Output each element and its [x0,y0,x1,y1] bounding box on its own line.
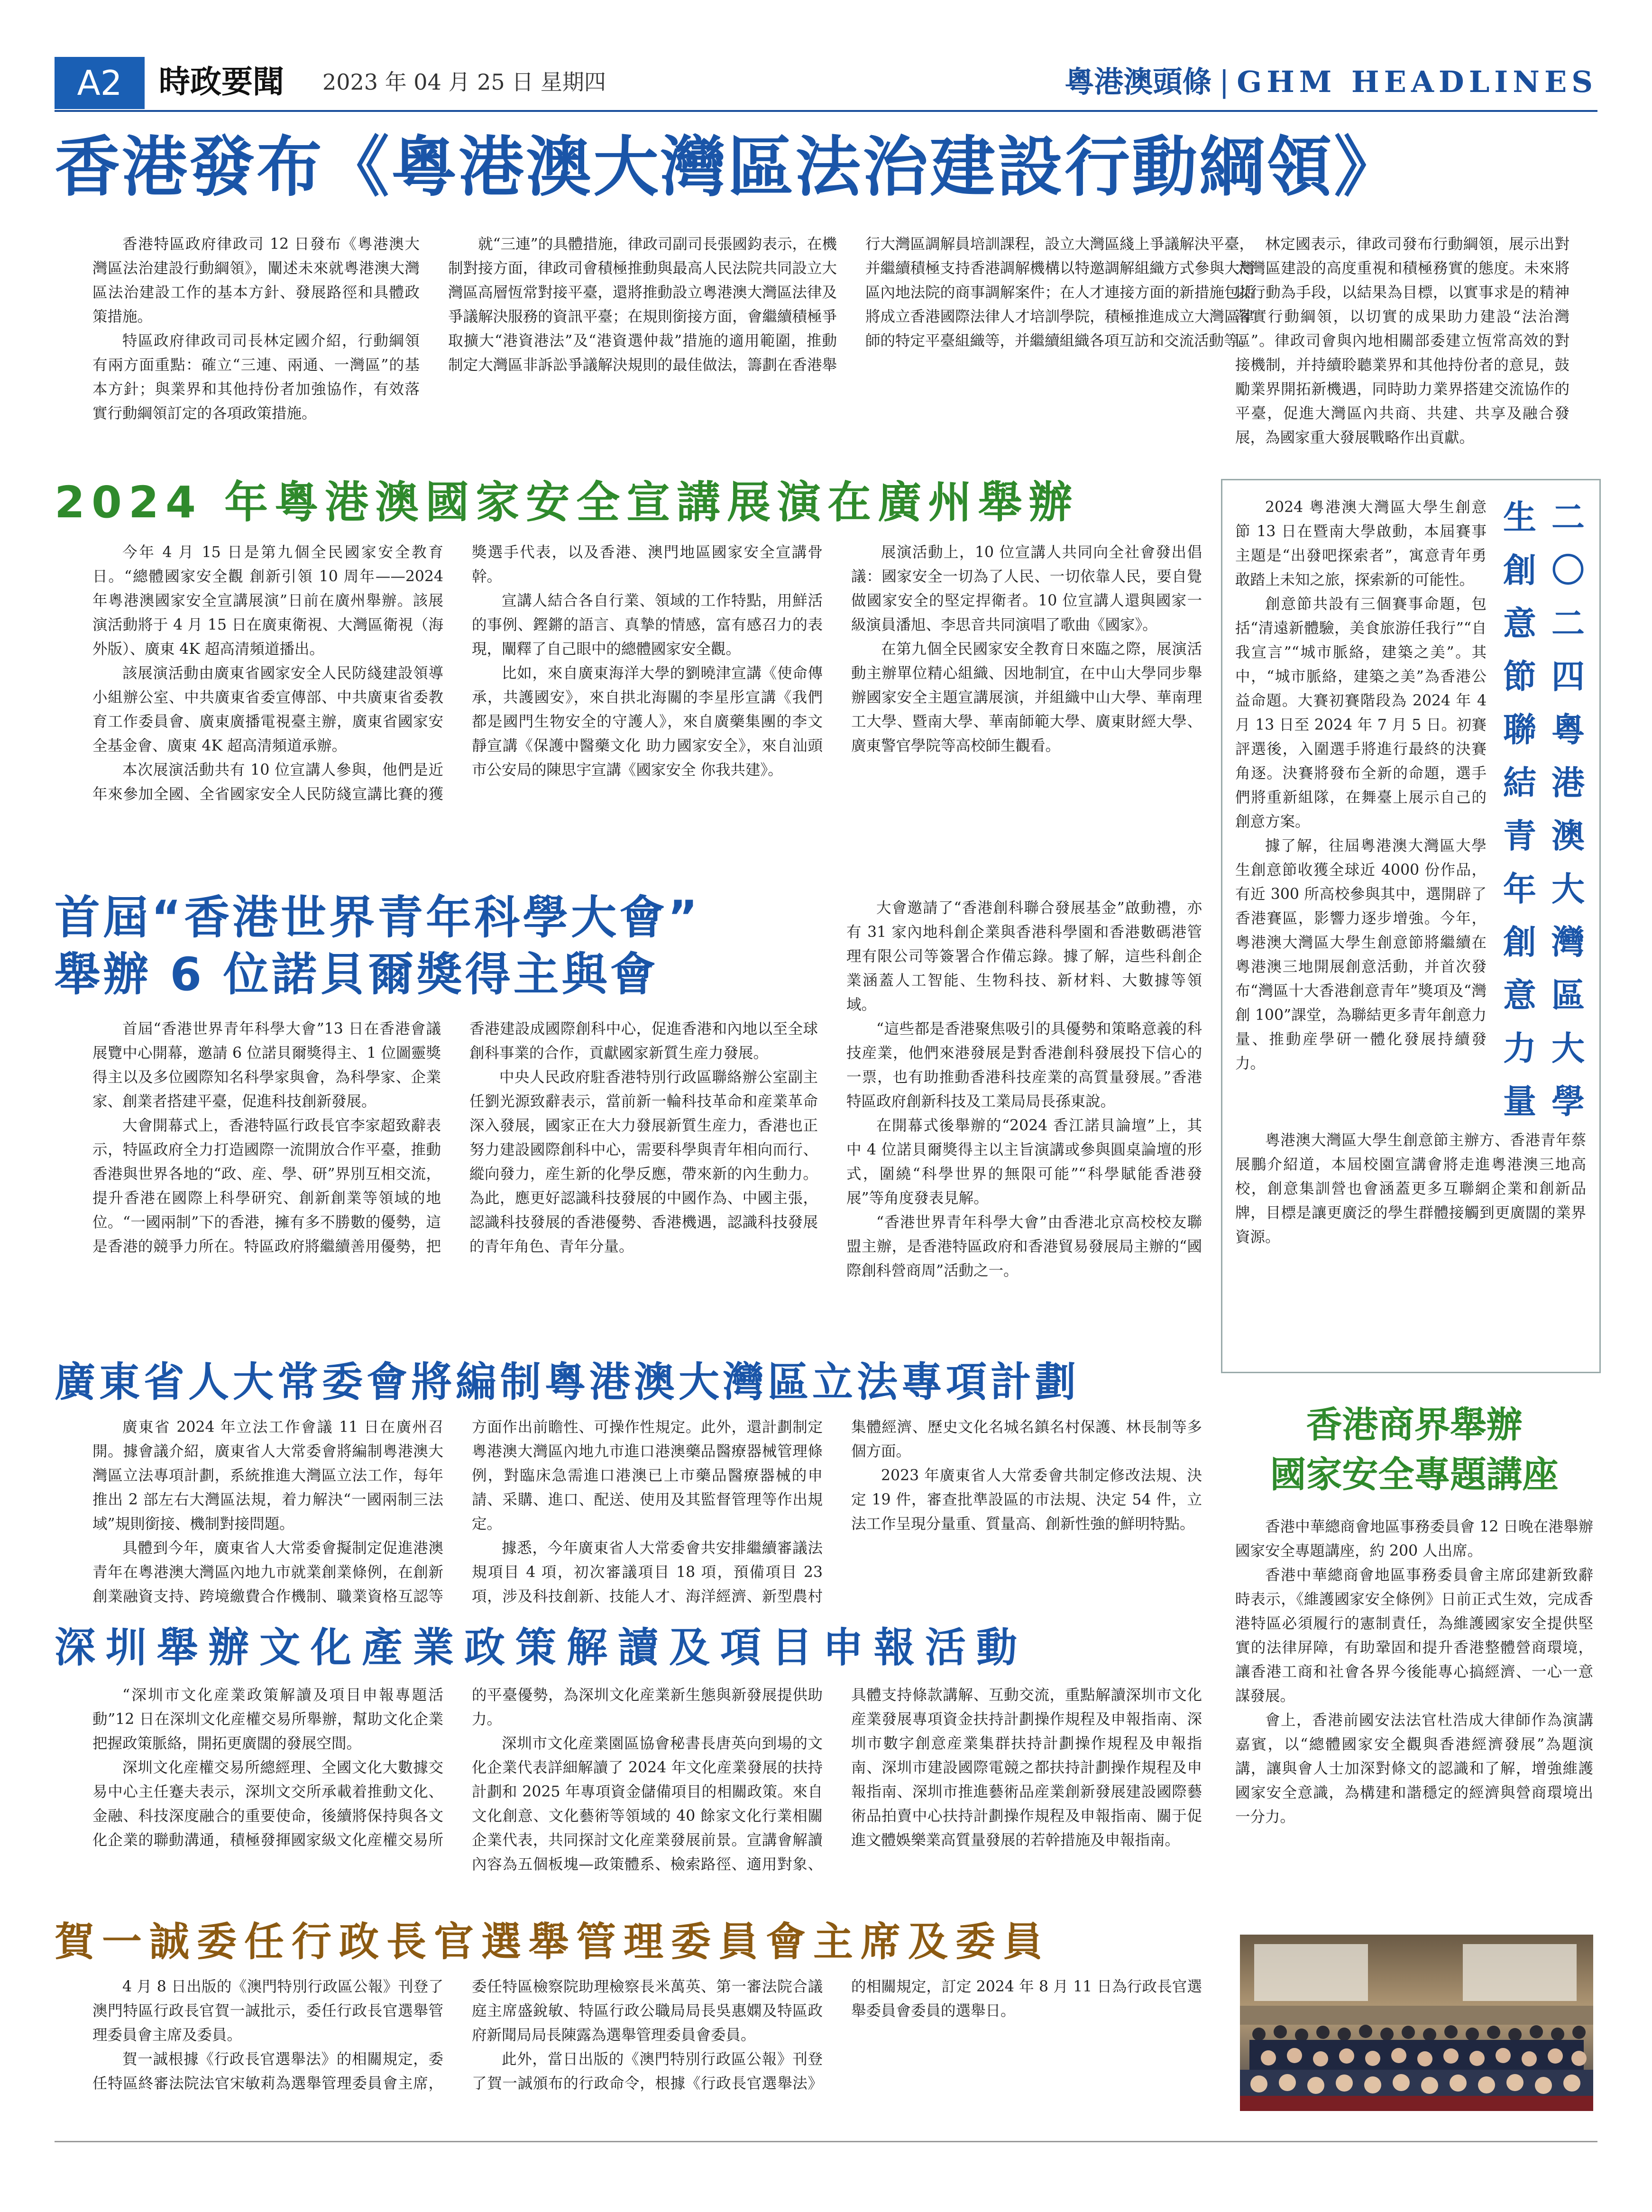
article1-para4: 林定國表示，律政司發布行動綱領，展示出對大灣區建設的高度重視和積極務實的態度。未來將以行動為手段，以結果為目標，以實事求是的精神落實行動綱領，以切實的成果助力建設“法治灣區”。律政司會與內地相關部委建立恆常高效的對接機制，并持續聆聽業界和其他持份者的意見，鼓勵業界開拓新機遇，同時助力業界搭建交流協作的平臺，促進大灣區內共商、共建、共享及融合發展，為國家重大發展戰略作出貢獻。 [1235,236,1569,446]
article2-body [92,541,1202,884]
sidebar1-para2: 創意節共設有三個賽事命題，包括“清遠新體驗，美食旅游任我行”“自我宣言”“城市脈絡，建築之美”。其中，“城市脈絡，建築之美”為香港公益命題。大賽初賽階段為 2024 年 4 月 13 日至 2024 年 7 月 5 日。初賽評選後，入圍選手將進行最終的決賽角逐。決賽將發布全新的命題，選手們將重新組隊，在舞臺上展示自己的創意方案。 [1235,596,1487,830]
article4-body [92,1415,1202,1615]
event-photo [1240,1935,1593,2111]
article4-para4: 2023 年廣東省人大常委會共制定修改法規、決定 19 件，審查批準設區的市法規、決定 54 件，立法工作呈現分量重、質量高、創新性強的鮮明特點。 [851,1467,1202,1533]
article2-para3: 本次展演活動共有 10 位宣講人參與，他們是近年來參加全國、全省國家安全人民防綫宣講比賽的獲獎選手代表，以及香港、澳門地區國家安全宣講骨幹。 [92,544,823,803]
brand-cn: 粵港澳頭條 [1065,64,1212,99]
masthead-brand [1065,56,1597,108]
article2-para7: 在第九個全民國家安全教育日來臨之際，展演活動主辦單位精心組織、因地制宜，在中山大學同步舉辦國家安全主題宣講展演，并組織中山大學、華南理工大學、暨南大學、華南師範大學、廣東財經大學、廣東警官學院等高校師生觀看。 [851,641,1202,754]
article1-headline: 香港發布《粵港澳大灣區法治建設行動綱領》 [55,129,1402,205]
article6-para3: 此外，當日出版的《澳門特別行政區公報》刊登了賀一誠頒布的行政命令，根據《行政長官選舉法》的相關規定，訂定 2024 年 8 月 11 日為行政長官選舉委員會委員的選舉日。 [472,1978,1202,2092]
brand-en: GHM HEADLINES [1237,64,1597,99]
page-tag: A2 [55,57,145,109]
sidebar1-body-top [1235,496,1487,1129]
article3-para6: 在開幕式後舉辦的“2024 香江諾貝論壇”上，其中 4 位諾貝爾獎得主以主旨演講或參與圓桌論壇的形式，圍繞“科學世界的無限可能”“科學賦能香港發展”等角度發表見解。 [846,1117,1202,1207]
article1-col2 [448,232,1254,450]
sidebar1-body-bottom [1235,1129,1586,1361]
article2-headline: 2024 年粵港澳國家安全宣講展演在廣州舉辦 [55,477,1079,528]
article1-para3: 就“三連”的具體措施，律政司副司長張國鈞表示，在機制對接方面，律政司會積極推動與最高人民法院共同設立大灣區高層恆常對接平臺，還將推動設立粵港澳大灣區法律及爭議解決服務的資訊平臺；在規則銜接方面，會繼續積極爭取擴大“港資港法”及“港資選仲裁”措施的適用範圍，推動制定大灣區非訴訟爭議解決規則的最佳做法，籌劃在香港舉行大灣區調解員培訓課程，設立大灣區綫上爭議解決平臺，并繼續積極支持香港調解機構以特邀調解組織方式參與大灣區內地法院的商事調解案件；在人才連接方面的新措施包括將成立香港國際法律人才培訓學院，積極推進成立大灣區律師的特定平臺組織等，并繼續組織各項互訪和交流活動等。 [448,236,1254,374]
sidebar2-body [1235,1515,1593,1923]
article5-para3: 深圳市文化産業園區協會秘書長唐英向到場的文化企業代表詳細解讀了 2024 年文化産業發展的扶持計劃和 2025 年專項資金儲備項目的相關政策。來自文化創意、文化藝術等領域的 40 餘家文化行業相關企業代表，共同探討文化産業發展前景。宣講會解讀內容為五個板塊—政策體系、檢索路徑、適用對象、具體支持條款講解、互動交流，重點解讀深圳市文化産業發展專項資金扶持計劃操作規程及申報指南、深圳市數字創意産業集群扶持計劃操作規程及申報指南、深圳市建設國際電競之都扶持計劃操作規程及申報指南、深圳市推進藝術品産業創新發展建設國際藝術品拍賣中心扶持計劃操作規程及申報指南、關于促進文體娛樂業高質量發展的若幹措施及申報指南。 [472,1687,1202,1873]
sidebar1-vertical-title-right: 二〇二四粵港澳大灣區大學 [1551,498,1585,1121]
sidebar2-para2: 香港中華總商會地區事務委員會主席邱建新致辭時表示，《維護國家安全條例》日前正式生效，完成香港特區必須履行的憲制責任，為維護國家安全提供堅實的法律屏障，有助鞏固和提升香港整體營商環境，讓香港工商和社會各界今後能專心搞經濟、一心一意謀發展。 [1235,1567,1593,1705]
section-title: 時政要聞 [159,64,284,100]
article2-para2: 該展演活動由廣東省國家安全人民防綫建設領導小組辦公室、中共廣東省委宣傳部、中共廣東省委教育工作委員會、廣東廣播電視臺主辦，廣東省國家安全基金會、廣東 4K 超高清頻道承辦。 [92,665,443,754]
article1-para1: 香港特區政府律政司 12 日發布《粵港澳大灣區法治建設行動綱領》，闡述未來就粵港澳大灣區法治建設工作的基本方針、發展路徑和具體政策措施。 [92,236,420,325]
article3-para4: 大會邀請了“香港創科聯合發展基金”啟動禮，亦有 31 家內地科創企業與香港科學園和香港數碼港管理有限公司等簽署合作備忘錄。據了解，這些科創企業涵蓋人工智能、生物科技、新材料、大數據等領域。 [846,899,1202,1013]
sidebar1-para4: 粵港澳大灣區大學生創意節主辦方、香港青年蔡展鵬介紹道，本屆校園宣講會將走進粵港澳三地高校，創意集訓營也會涵蓋更多互聯網企業和創新品牌，目標是讓更廣泛的學生群體接觸到更廣闊的業界資源。 [1235,1132,1586,1246]
article3-para1: 首屆“香港世界青年科學大會”13 日在香港會議展覽中心開幕，邀請 6 位諾貝爾獎得主、1 位圖靈獎得主以及多位國際知名科學家與會，為科學家、企業家、創業者搭建平臺，促進科技創新發展。 [92,1020,441,1110]
sidebar2-para3: 會上，香港前國安法法官杜浩成大律師作為演講嘉賓，以“總體國家安全觀與香港經濟發展”為題演講，讓與會人士加深對條文的認識和了解，增強維護國家安全意識，為構建和諧穩定的經濟與營商環境出一分力。 [1235,1712,1593,1826]
article3-para3: 中央人民政府駐香港特別行政區聯絡辦公室副主任劉光源致辭表示，當前新一輪科技革命和産業革命深入發展，國家正在大力發展新質生産力，香港也正努力建設國際創科中心，需要科學與青年相向而行、縱向發力，産生新的化學反應，帶來新的內生動力。為此，應更好認識科技發展的中國作為、中國主張，認識科技發展的香港優勢、香港機遇，認識科技發展的青年角色、青年分量。 [469,1069,818,1255]
article3-para7: “香港世界青年科學大會”由香港北京高校校友聯盟主辦，是香港特區政府和香港貿易發展局主辦的“國際創科營商周”活動之一。 [846,1214,1202,1279]
article4-headline: 廣東省人大常委會將編制粵港澳大灣區立法專項計劃 [55,1358,1080,1406]
article3-para2: 大會開幕式上，香港特區行政長官李家超致辭表示，特區政府全力打造國際一流開放合作平臺，推動香港與世界各地的“政、産、學、研”界別互相交流，提升香港在國際上科學研究、創新創業等領域的地位。“一國兩制”下的香港，擁有多不勝數的優勢，這是香港的競爭力所在。特區政府將繼續善用優勢，把香港建設成國際創科中心，促進香港和內地以至全球創科事業的合作，貢獻國家新質生産力發展。 [92,1020,818,1255]
article4-para1: 廣東省 2024 年立法工作會議 11 日在廣州召開。據會議介紹，廣東省人大常委會將編制粵港澳大灣區立法專項計劃，系統推進大灣區立法工作，每年推出 2 部左右大灣區法規，着力解決“一國兩制三法域”規則銜接、機制對接問題。 [92,1419,443,1533]
footer-rule [55,2141,1597,2142]
article5-headline: 深圳舉辦文化產業政策解讀及項目申報活動 [55,1624,1028,1671]
article6-para1: 4 月 8 日出版的《澳門特別行政區公報》刊登了澳門特區行政長官賀一誠批示，委任行政長官選舉管理委員會主席及委員。 [92,1978,443,2044]
sidebar2-para1: 香港中華總商會地區事務委員會 12 日晚在港舉辦國家安全專題講座，約 200 人出席。 [1235,1518,1593,1560]
article2-para6: 展演活動上，10 位宣講人共同向全社會發出倡議：國家安全一切為了人民、一切依靠人民，要自覺做國家安全的堅定捍衛者。10 位宣講人還與國家一級演員潘旭、李思音共同演唱了歌曲《國家》。 [851,544,1202,633]
article3-para5: “這些都是香港聚焦吸引的具優勢和策略意義的科技産業，他們來港發展是對香港創科發展投下信心的一票，也有助推動香港科技産業的高質量發展。”香港特區政府創新科技及工業局局長孫東說。 [846,1020,1202,1110]
article1-col1 [92,232,420,426]
issue-date: 2023 年 04 月 25 日 星期四 [322,69,606,95]
sidebar1-para3: 據了解，往屆粵港澳大灣區大學生創意節收獲全球近 4000 份作品，有近 300 所高校參與其中，選開辟了香港賽區，影響力逐步增強。今年，粵港澳大灣區大學生創意節將繼續在粵港澳三地開展創意活動，并首次發布“灣區十大香港創意青年”獎項及“灣創 100”課堂，為聯結更多青年創意力量、推動産學研一體化發展持續發力。 [1235,837,1487,1072]
article3-body-left [92,1017,818,1344]
article3-headline-line1: 首屆“香港世界青年科學大會” [55,891,701,944]
article5-body [92,1683,1202,1906]
article2-para1: 今年 4 月 15 日是第九個全民國家安全教育日。“總體國家安全觀 創新引領 10 周年——2024 年粵港澳國家安全宣講展演”日前在廣州舉辦。該展演活動將于 4 月 15 日在廣東衛視、大灣區衛視（海外版）、廣東 4K 超高清頻道播出。 [92,544,443,658]
header-rule [55,110,1597,112]
article6-para2: 賀一誠根據《行政長官選舉法》的相關規定，委任特區終審法院法官宋敏莉為選舉管理委員會主席，委任特區檢察院助理檢察長米萬英、第一審法院合議庭主席盛銳敏、特區行政公職局局長吳惠嫻及特區政府新聞局局長陳露為選舉管理委員會委員。 [92,1978,823,2092]
sidebar2-headline-line1: 香港商界舉辦 [1306,1404,1523,1446]
article6-body [92,1975,1202,2127]
article4-para3: 據悉，今年廣東省人大常委會共安排繼續審議法規項目 4 項，初次審議項目 18 項，預備項目 23 項，涉及科技創新、技能人才、海洋經濟、新型農村集體經濟、歷史文化名城名鎮名村保護、林長制等多個方面。 [472,1419,1202,1605]
article5-para2: 深圳文化産權交易所總經理、全國文化大數據交易中心主任蹇夫表示，深圳文交所承載着推動文化、金融、科技深度融合的重要使命，後續將保持與各文化企業的聯動溝通，積極發揮國家級文化産權交易所的平臺優勢，為深圳文化産業新生態與新發展提供助力。 [92,1687,823,1849]
sidebar1-vertical-title-left: 生創意節聯結青年創意力量 [1503,498,1536,1121]
article1-col4 [1235,232,1569,450]
article2-para4: 宣講人結合各自行業、領域的工作特點，用鮮活的事例、鏗鏘的語言、真摯的情感，富有感召力的表現，闡釋了自己眼中的總體國家安全觀。 [472,592,823,658]
brand-separator: | [1219,64,1230,99]
event-photo-illustration [1240,1935,1593,2111]
article2-para5: 比如，來自廣東海洋大學的劉曉津宣講《使命傳承，共護國安》，來自拱北海關的李星彤宣講《我們都是國門生物安全的守護人》，來自廣藥集團的李文靜宣講《保護中醫藥文化 助力國家安全》，來自汕頭市公安局的陳思宇宣講《國家安全 你我共建》。 [472,665,823,779]
article6-headline: 賀一誠委任行政長官選舉管理委員會主席及委員 [55,1918,1051,1965]
article3-headline-line2: 舉辦 6 位諾貝爾獎得主與會 [55,948,659,1001]
article4-para2: 具體到今年，廣東省人大常委會擬制定促進港澳青年在粵港澳大灣區內地九市就業創業條例，在創新創業融資支持、跨境繳費合作機制、職業資格互認等方面作出前瞻性、可操作性規定。此外，還計劃制定粵港澳大灣區內地九市進口港澳藥品醫療器械管理條例，對臨床急需進口港澳已上市藥品醫療器械的申請、采購、進口、配送、使用及其監督管理等作出規定。 [92,1419,823,1605]
article1-para2: 特區政府律政司司長林定國介紹，行動綱領有兩方面重點：確立“三連、兩通、一灣區”的基本方針；與業界和其他持份者加強協作，有效落實行動綱領訂定的各項政策措施。 [92,332,420,422]
sidebar2-headline-line2: 國家安全專題講座 [1270,1453,1559,1496]
article5-para1: “深圳市文化産業政策解讀及項目申報專題活動”12 日在深圳文化産權交易所舉辦，幫助文化企業把握政策脈絡，開拓更廣闊的發展空間。 [92,1687,443,1752]
article3-body-right [846,896,1202,1344]
sidebar1-para1: 2024 粵港澳大灣區大學生創意節 13 日在暨南大學啟動，本屆賽事主題是“出發吧探索者”，寓意青年勇敢踏上未知之旅，探索新的可能性。 [1235,499,1487,588]
